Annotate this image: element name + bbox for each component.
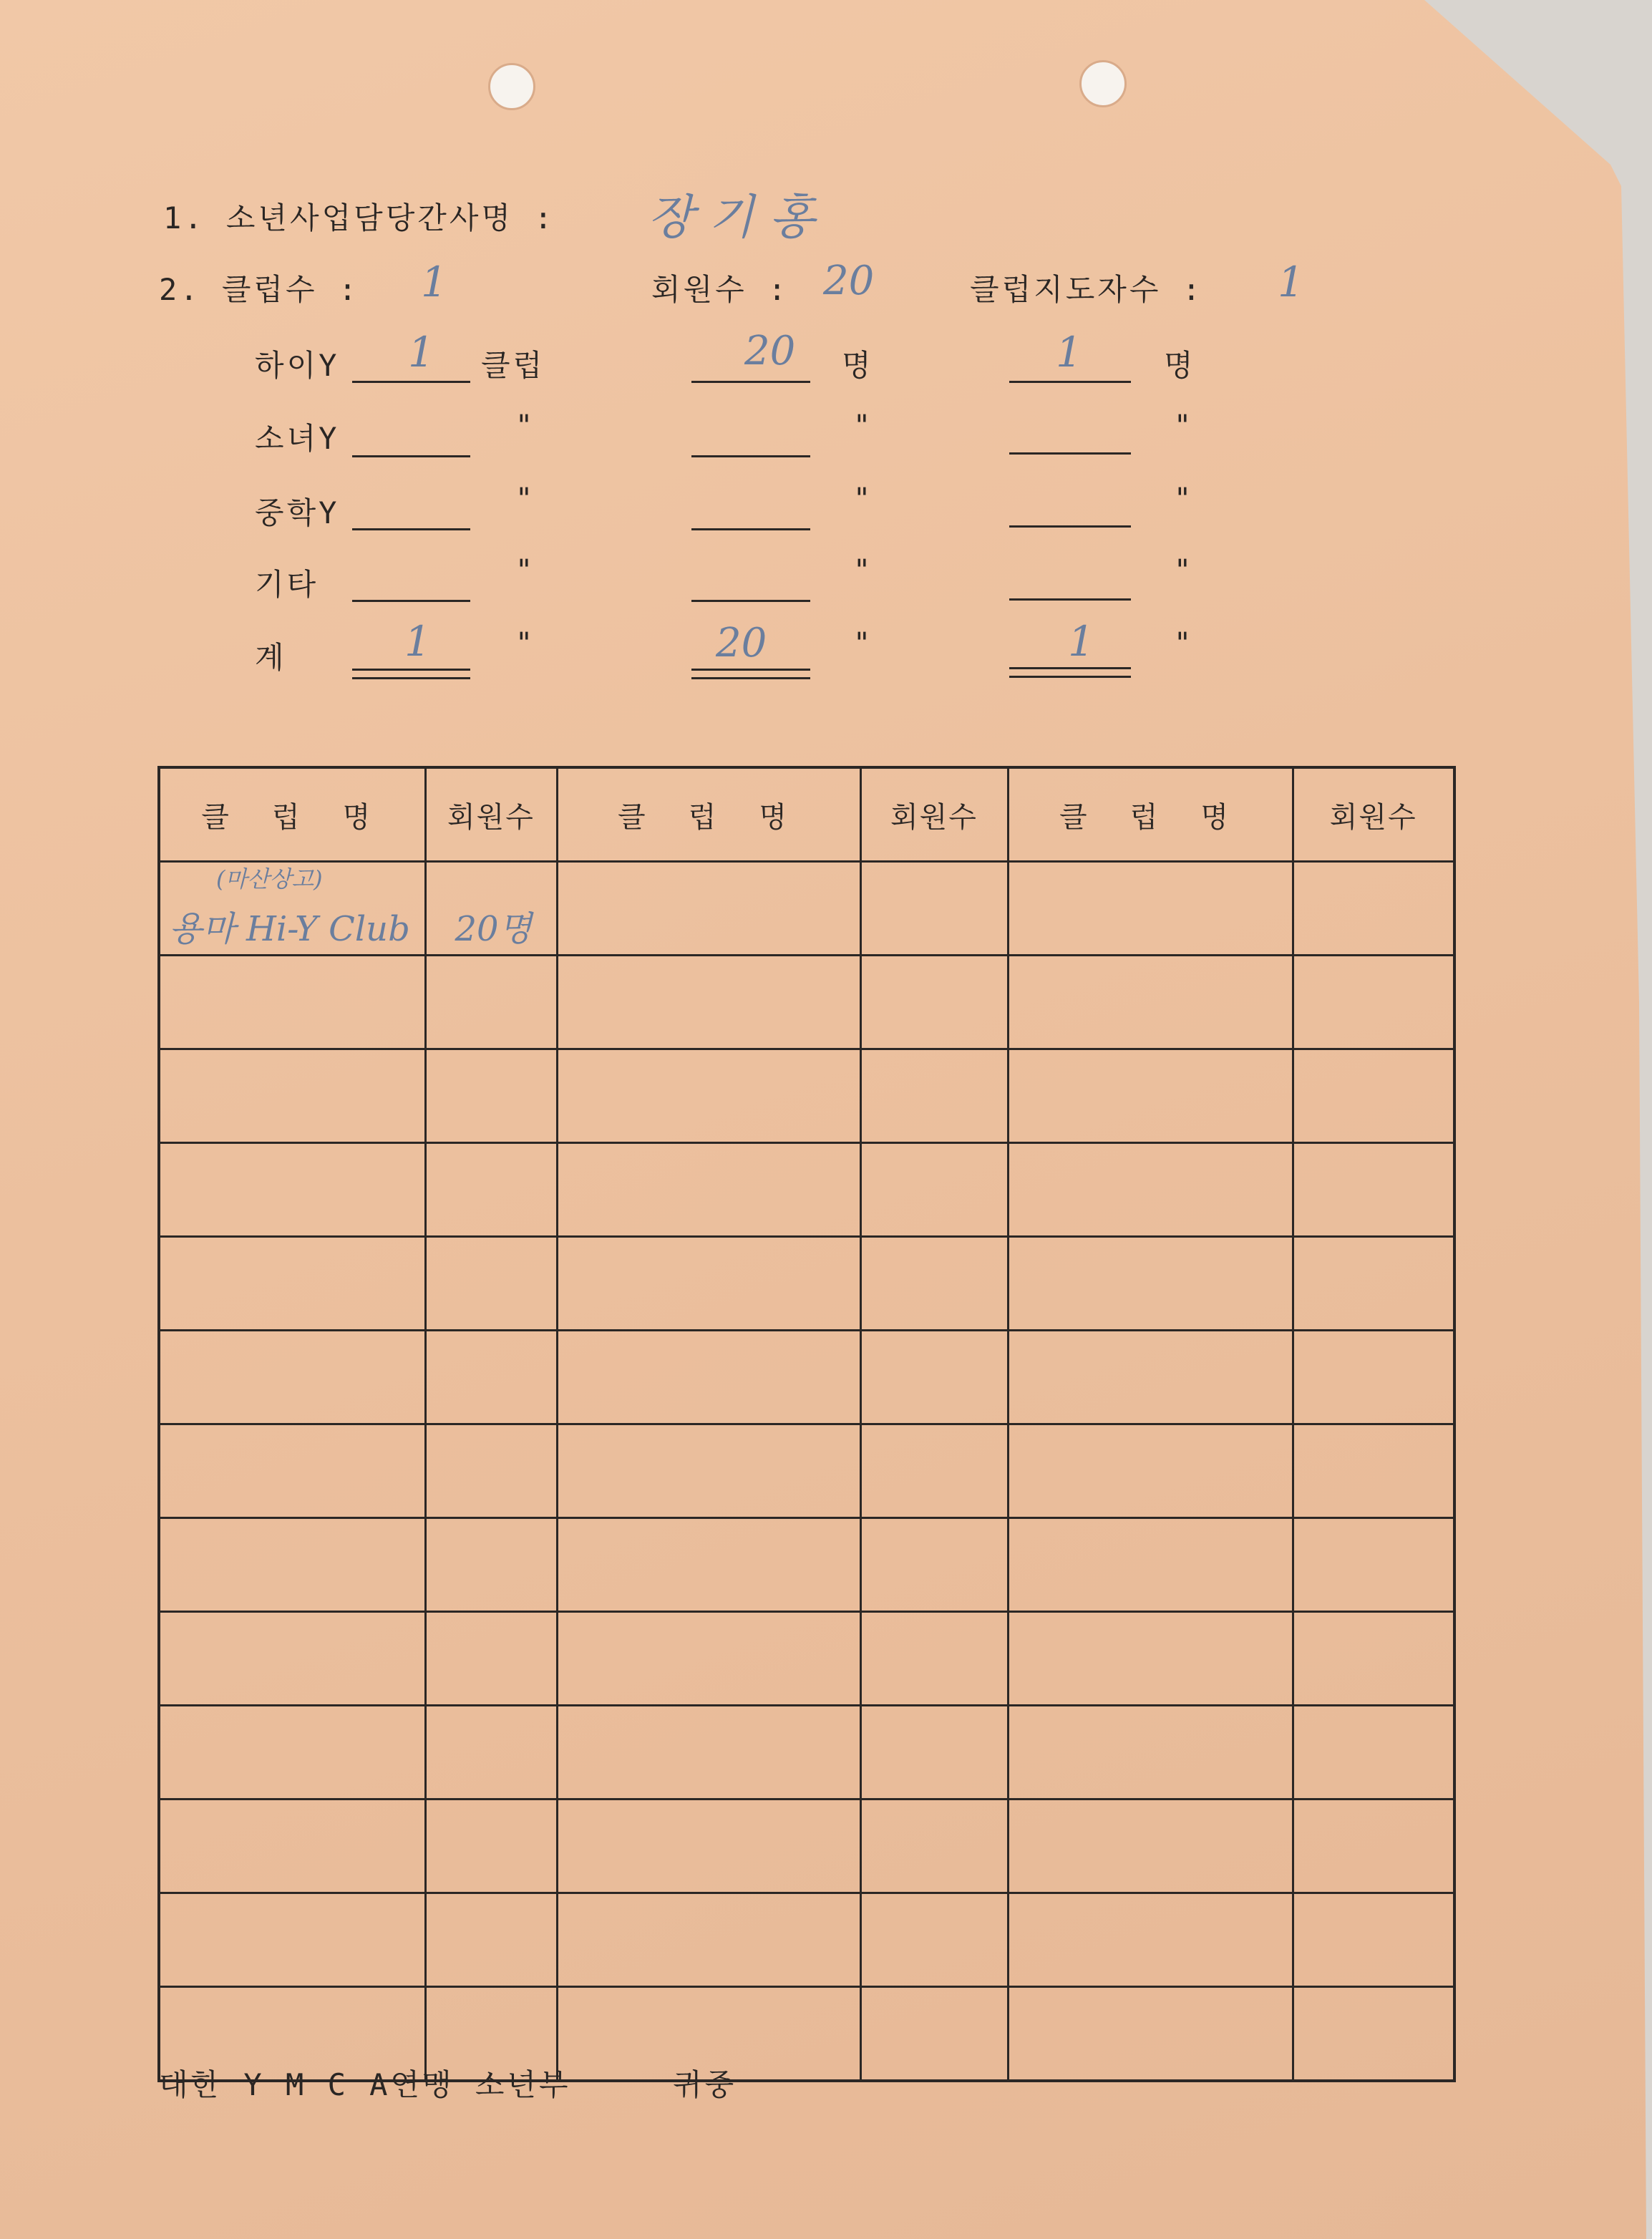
table-cell (557, 1706, 860, 1800)
table-cell (1008, 1612, 1293, 1706)
unit-person: 명 (1164, 348, 1196, 383)
table-row (159, 1331, 1454, 1424)
unit-club: 클럽 (481, 348, 545, 383)
item2-label: 2. 클럽수 : (159, 272, 360, 307)
table-cell (1008, 1893, 1293, 1987)
unit-person: 명 (842, 348, 874, 383)
table-cell (159, 1237, 425, 1331)
leaders-total: 1 (1068, 617, 1094, 666)
table-cell (1293, 1424, 1454, 1518)
table-cell (1293, 1893, 1454, 1987)
ditto-mark: " (515, 482, 533, 515)
underline (1009, 525, 1131, 528)
table-header-row (159, 767, 1454, 862)
table-cell (557, 1518, 860, 1612)
table-row (159, 1237, 1454, 1331)
table-cell (1293, 862, 1454, 956)
table-cell (159, 1612, 425, 1706)
table-row (159, 1143, 1454, 1237)
underline (1009, 381, 1131, 383)
table-cell (1293, 1049, 1454, 1143)
leaders-label: 클럽지도자수 : (970, 272, 1204, 307)
table-cell (860, 1800, 1008, 1893)
table-cell (425, 862, 557, 956)
double-underline (352, 669, 470, 679)
table-cell (425, 1518, 557, 1612)
underline (691, 381, 810, 383)
ditto-mark: " (1174, 554, 1192, 587)
club-note: (마산상고) (216, 865, 323, 893)
table-cell (425, 1331, 557, 1424)
table-cell (425, 1612, 557, 1706)
table-cell (159, 1518, 425, 1612)
table-cell (159, 1800, 425, 1893)
table-cell (557, 862, 860, 956)
header-member-count: 회원수 (860, 767, 1008, 862)
manager-name: 장 기 홍 (648, 190, 815, 245)
clubs-value: 1 (408, 328, 434, 377)
ditto-mark: " (515, 627, 533, 660)
header-club-name: 클 럽 명 (557, 767, 860, 862)
members-label: 회원수 : (651, 272, 789, 307)
table-cell (1293, 1518, 1454, 1612)
header-club-name: 클 럽 명 (1008, 767, 1293, 862)
table-cell (860, 1987, 1008, 2082)
table-row (159, 1518, 1454, 1612)
club-name: 용마 Hi-Y Club (169, 909, 410, 949)
table-row (159, 1893, 1454, 1987)
punch-hole-left (488, 63, 535, 110)
table-cell (557, 1143, 860, 1237)
table-cell (159, 1424, 425, 1518)
table-cell (860, 1518, 1008, 1612)
double-underline (691, 669, 810, 679)
table-cell (1293, 1143, 1454, 1237)
ditto-mark: " (1174, 627, 1192, 660)
members-value: 20 (744, 328, 796, 374)
table-cell (159, 956, 425, 1049)
table-cell (557, 1893, 860, 1987)
table-cell (557, 956, 860, 1049)
underline (1009, 598, 1131, 601)
ditto-mark: " (1174, 409, 1192, 442)
table-cell (860, 1049, 1008, 1143)
table-cell (860, 956, 1008, 1049)
underline (691, 528, 810, 530)
table-cell (425, 1237, 557, 1331)
table-cell (1293, 1800, 1454, 1893)
table-cell (425, 1800, 557, 1893)
table-cell (159, 1143, 425, 1237)
table-cell (1008, 1143, 1293, 1237)
table-cell (1008, 1331, 1293, 1424)
footer-recipient: 귀중 (673, 2067, 737, 2102)
ditto-mark: " (853, 409, 871, 442)
item1-label: 1. 소년사업담당간사명 : (163, 200, 555, 235)
table-cell (1008, 1237, 1293, 1331)
table-row (159, 1800, 1454, 1893)
footer-organization: 대한 Y M C A연맹 소년부 (159, 2067, 571, 2102)
members-total: 20 (716, 620, 767, 666)
leaders-value: 1 (1278, 258, 1304, 306)
underline (352, 528, 470, 530)
table-cell (557, 1049, 860, 1143)
underline (352, 600, 470, 602)
ditto-mark: " (853, 627, 871, 660)
punch-hole-right (1079, 60, 1127, 107)
ditto-mark: " (853, 554, 871, 587)
table-cell (1008, 1518, 1293, 1612)
clubs-total: 1 (404, 617, 431, 666)
table-cell (425, 1706, 557, 1800)
club-count-value: 1 (421, 258, 447, 306)
table-cell (425, 956, 557, 1049)
row-label: 소녀Y (255, 421, 340, 456)
underline (352, 381, 470, 383)
underline (1009, 452, 1131, 455)
table-cell (557, 1612, 860, 1706)
ditto-mark: " (515, 409, 533, 442)
header-member-count: 회원수 (425, 767, 557, 862)
table-cell (860, 1424, 1008, 1518)
table-cell (159, 1049, 425, 1143)
table-cell (860, 1893, 1008, 1987)
table-cell (1008, 1800, 1293, 1893)
table-cell (159, 1706, 425, 1800)
table-cell (159, 862, 425, 956)
table-cell (159, 1331, 425, 1424)
double-underline (1009, 667, 1131, 678)
row-label: 계 (255, 640, 287, 675)
ditto-mark: " (853, 482, 871, 515)
table-cell (860, 1237, 1008, 1331)
table-cell (557, 1800, 860, 1893)
header-club-name: 클 럽 명 (159, 767, 425, 862)
table-cell (159, 1893, 425, 1987)
table-cell (860, 1612, 1008, 1706)
table-row (159, 862, 1454, 956)
table-row (159, 1612, 1454, 1706)
ditto-mark: " (1174, 482, 1192, 515)
members-value: 20 (823, 258, 875, 304)
row-label: 하이Y (255, 348, 340, 383)
table-cell (425, 1049, 557, 1143)
underline (691, 455, 810, 457)
row-label: 중학Y (255, 495, 340, 530)
table-cell (860, 1331, 1008, 1424)
table-cell (425, 1143, 557, 1237)
club-table (157, 766, 1456, 2082)
table-cell (1008, 1706, 1293, 1800)
table-cell (1293, 1987, 1454, 2082)
table-row (159, 956, 1454, 1049)
ditto-mark: " (515, 554, 533, 587)
table-row (159, 1706, 1454, 1800)
table-row (159, 1049, 1454, 1143)
table-cell (860, 1706, 1008, 1800)
table-cell (1008, 1424, 1293, 1518)
table-cell (1293, 1612, 1454, 1706)
table-cell (557, 1331, 860, 1424)
table-cell (557, 1237, 860, 1331)
table-cell (1293, 1331, 1454, 1424)
table-cell (1293, 1237, 1454, 1331)
table-cell (557, 1424, 860, 1518)
table-cell (860, 862, 1008, 956)
underline (352, 455, 470, 457)
row-label: 기타 (255, 567, 319, 602)
table-cell (425, 1424, 557, 1518)
header-member-count: 회원수 (1293, 767, 1454, 862)
table-row (159, 1424, 1454, 1518)
table-cell (1008, 956, 1293, 1049)
table-cell (1008, 1049, 1293, 1143)
leaders-value: 1 (1056, 328, 1082, 377)
table-cell (1293, 1706, 1454, 1800)
table-cell (1008, 862, 1293, 956)
table-cell (1293, 956, 1454, 1049)
table-cell (860, 1143, 1008, 1237)
table-cell (425, 1893, 557, 1987)
underline (691, 600, 810, 602)
club-member-count: 20명 (455, 909, 532, 949)
table-cell (1008, 1987, 1293, 2082)
